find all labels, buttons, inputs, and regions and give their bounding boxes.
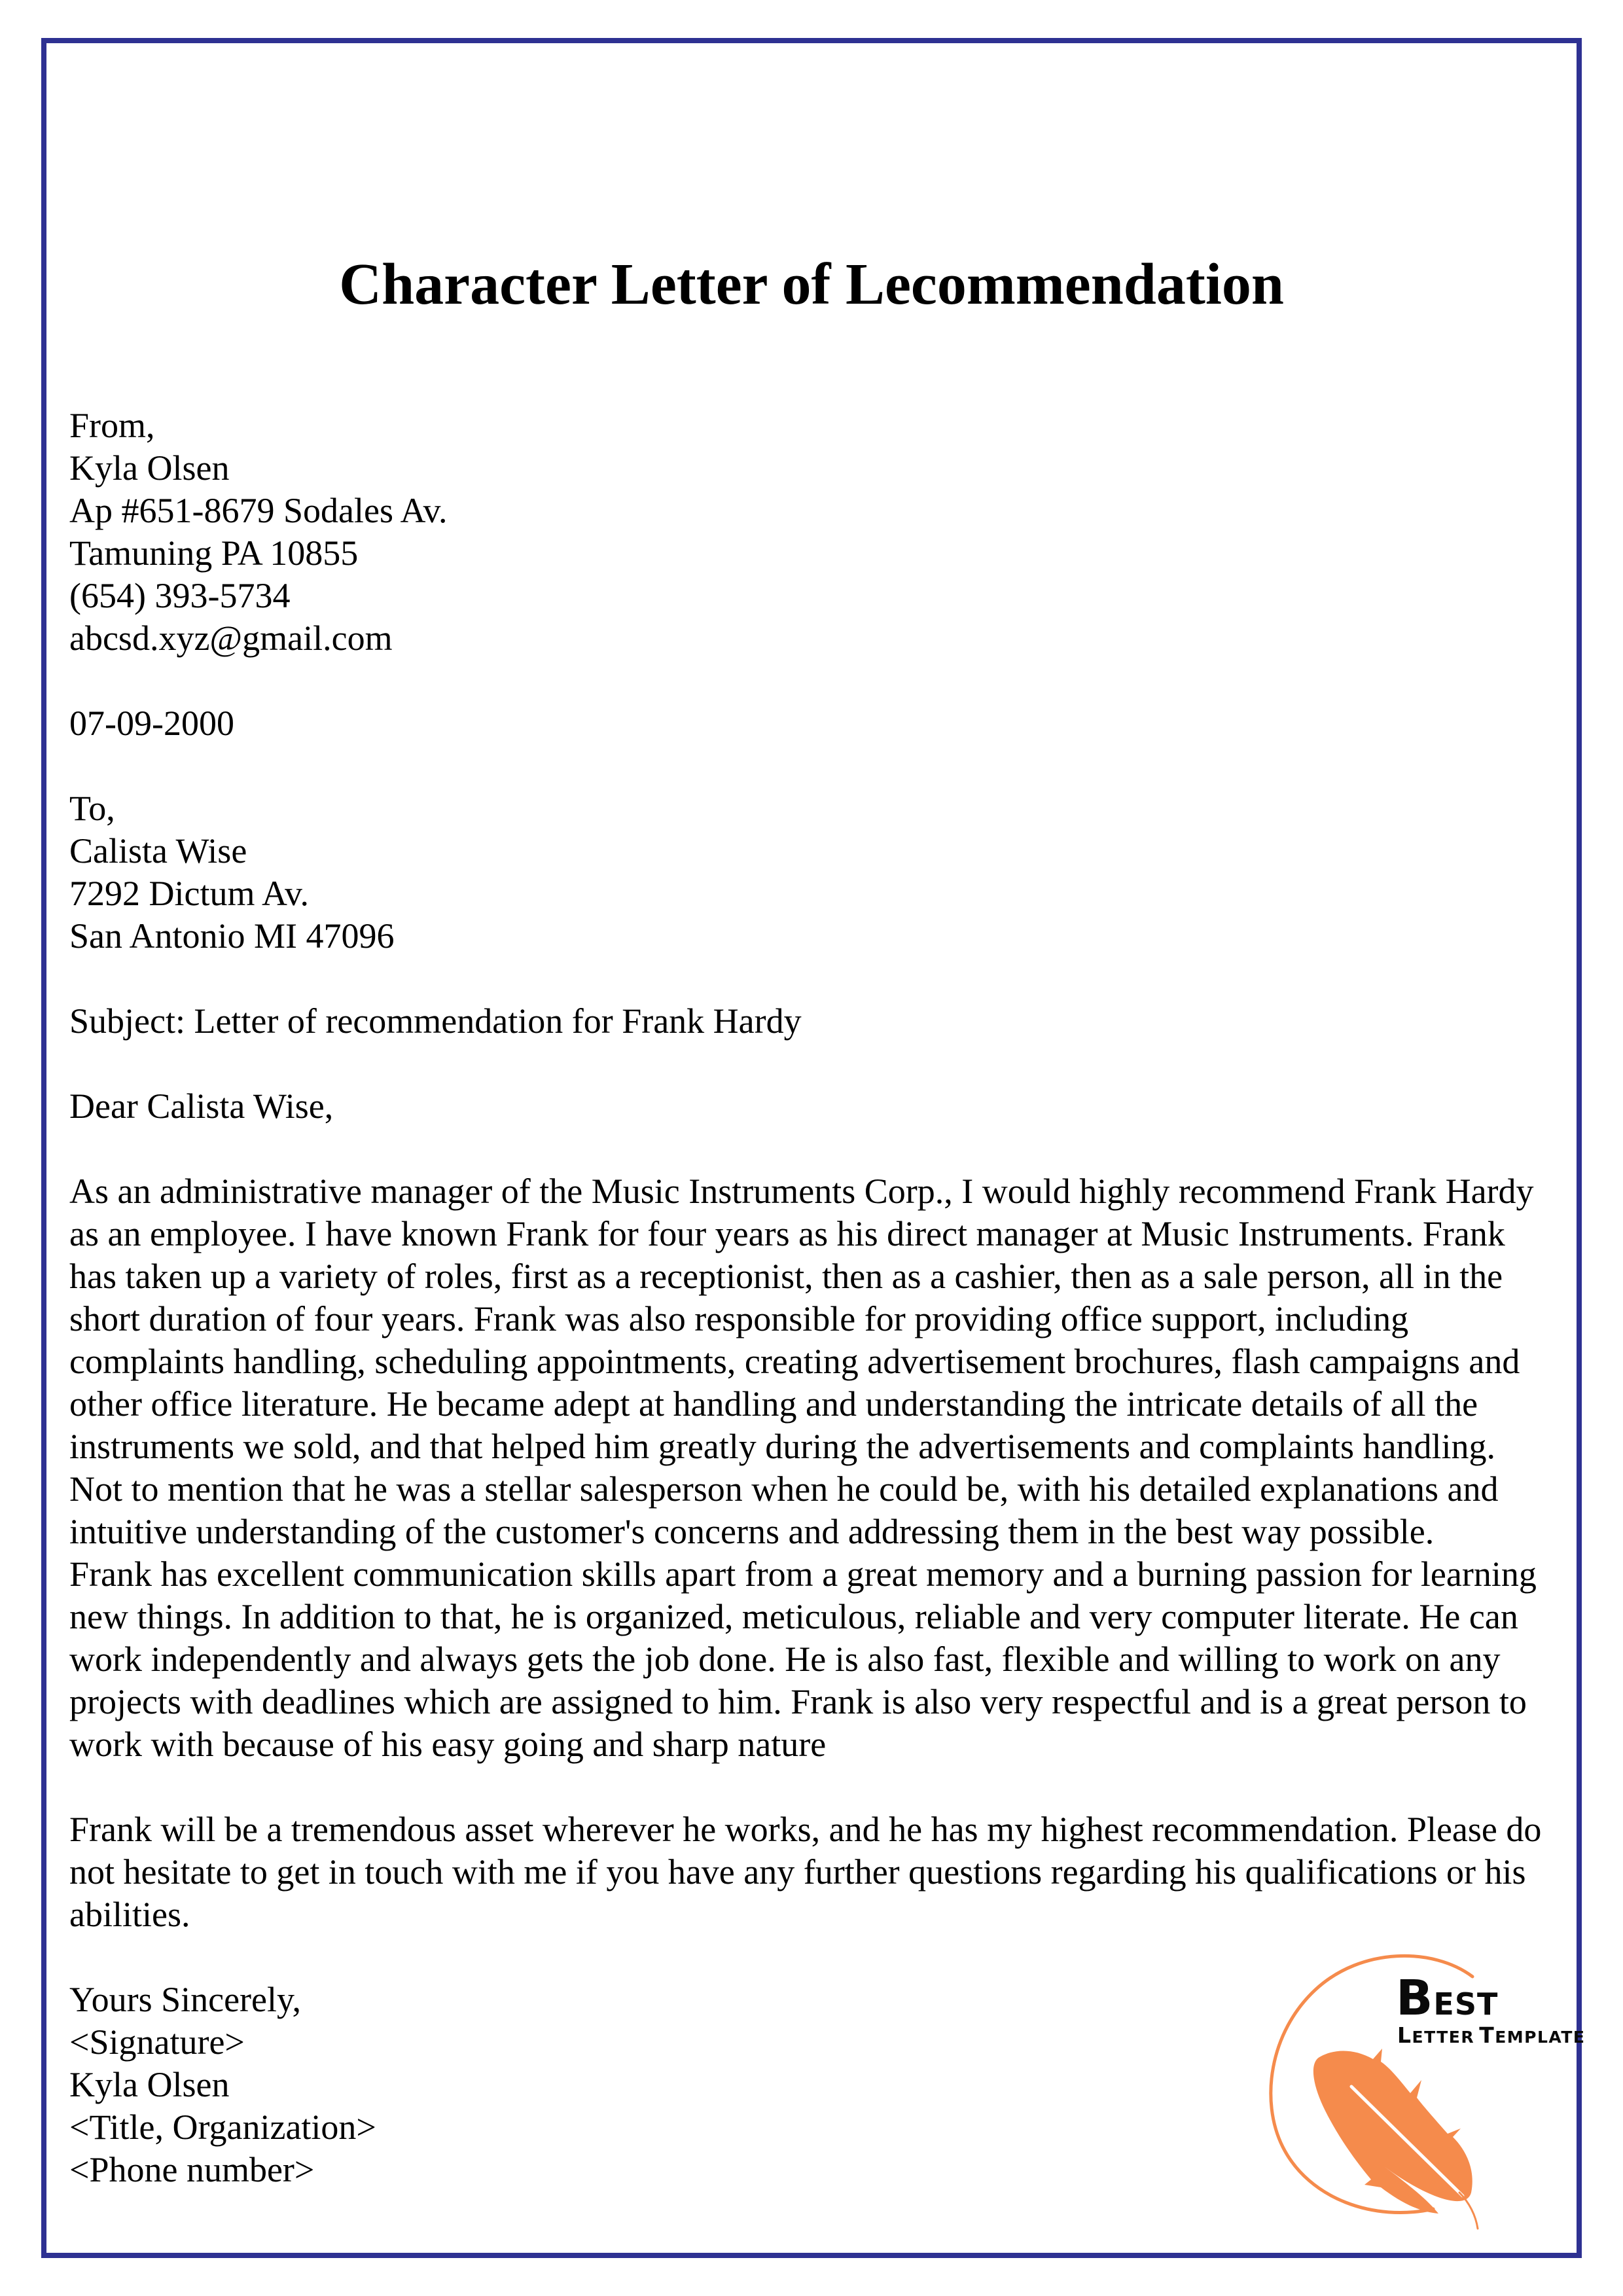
sender-label: From, — [69, 406, 155, 445]
valediction: Yours Sincerely, — [69, 1980, 302, 2019]
recipient-name: Calista Wise — [69, 831, 247, 870]
sender-email: abcsd.xyz@gmail.com — [69, 619, 393, 658]
subject-block — [69, 1000, 1561, 1043]
sender-address-line1: Ap #651-8679 Sodales Av. — [69, 491, 448, 530]
body-line: intuitive understanding of the customer's concerns and addressing them in the best way possible. — [69, 1512, 1435, 1551]
subject-line: Subject: Letter of recommendation for Frank Hardy — [69, 1001, 802, 1041]
signature-placeholder: <Signature> — [69, 2022, 245, 2062]
body-line: Frank has excellent communication skills apart from a great memory and a burning passion for learning — [69, 1554, 1537, 1594]
body-line: work independently and always gets the job done. He is also fast, flexible and willing to work on any — [69, 1640, 1501, 1679]
body-line: as an employee. I have known Frank for four years as his direct manager at Music Instruments. Frank — [69, 1214, 1505, 1253]
sender-phone: (654) 393-5734 — [69, 576, 291, 615]
recipient-address-line2: San Antonio MI 47096 — [69, 916, 395, 956]
document-title: Character Letter of Lecommendation — [339, 252, 1284, 317]
body-line: other office literature. He became adept at handling and understanding the intricate details of all the — [69, 1384, 1478, 1424]
best-letter-template-logo — [1263, 1950, 1586, 2232]
body-line: abilities. — [69, 1895, 190, 1934]
body-paragraph-2 — [69, 1808, 1561, 1936]
phone-number-placeholder: <Phone number> — [69, 2150, 315, 2189]
date-block — [69, 702, 1561, 745]
salutation: Dear Calista Wise, — [69, 1086, 334, 1126]
recipient-label: To, — [69, 789, 115, 828]
salutation-block — [69, 1085, 1561, 1128]
body-line: Frank will be a tremendous asset wherever he works, and he has my highest recommendation. Please do — [69, 1810, 1542, 1849]
recipient-block — [69, 787, 1561, 958]
letter-date: 07-09-2000 — [69, 704, 234, 743]
sender-name: Kyla Olsen — [69, 448, 230, 488]
body-paragraph-1 — [69, 1170, 1561, 1766]
body-line: As an administrative manager of the Music Instruments Corp., I would highly recommend Frank Hardy — [69, 1172, 1534, 1211]
logo-wordmark-letter-template: LETTER TEMPLATE — [1397, 2022, 1586, 2048]
body-line: has taken up a variety of roles, first as a receptionist, then as a cashier, then as a sale person, all in the — [69, 1257, 1503, 1296]
body-line: Not to mention that he was a stellar salesperson when he could be, with his detailed explanations and — [69, 1469, 1499, 1509]
logo-wordmark-best: BEST — [1396, 1970, 1499, 2026]
body-line: complaints handling, scheduling appointments, creating advertisement brochures, flash campaigns and — [69, 1342, 1520, 1381]
sender-address-line2: Tamuning PA 10855 — [69, 533, 359, 573]
title-organization-placeholder: <Title, Organization> — [69, 2108, 376, 2147]
letter-body — [69, 404, 1561, 2191]
closing-name: Kyla Olsen — [69, 2065, 230, 2104]
recipient-address-line1: 7292 Dictum Av. — [69, 874, 309, 913]
body-line: new things. In addition to that, he is organized, meticulous, reliable and very computer literate. He can — [69, 1597, 1518, 1636]
body-line: work with because of his easy going and sharp nature — [69, 1725, 827, 1764]
body-line: not hesitate to get in touch with me if you have any further questions regarding his qualifications or his — [69, 1852, 1526, 1892]
sender-block — [69, 404, 1561, 660]
body-line: instruments we sold, and that helped him greatly during the advertisements and complaints handling. — [69, 1427, 1496, 1466]
body-line: projects with deadlines which are assigned to him. Frank is also very respectful and is a great person to — [69, 1682, 1527, 1721]
body-line: short duration of four years. Frank was also responsible for providing office support, including — [69, 1299, 1409, 1338]
